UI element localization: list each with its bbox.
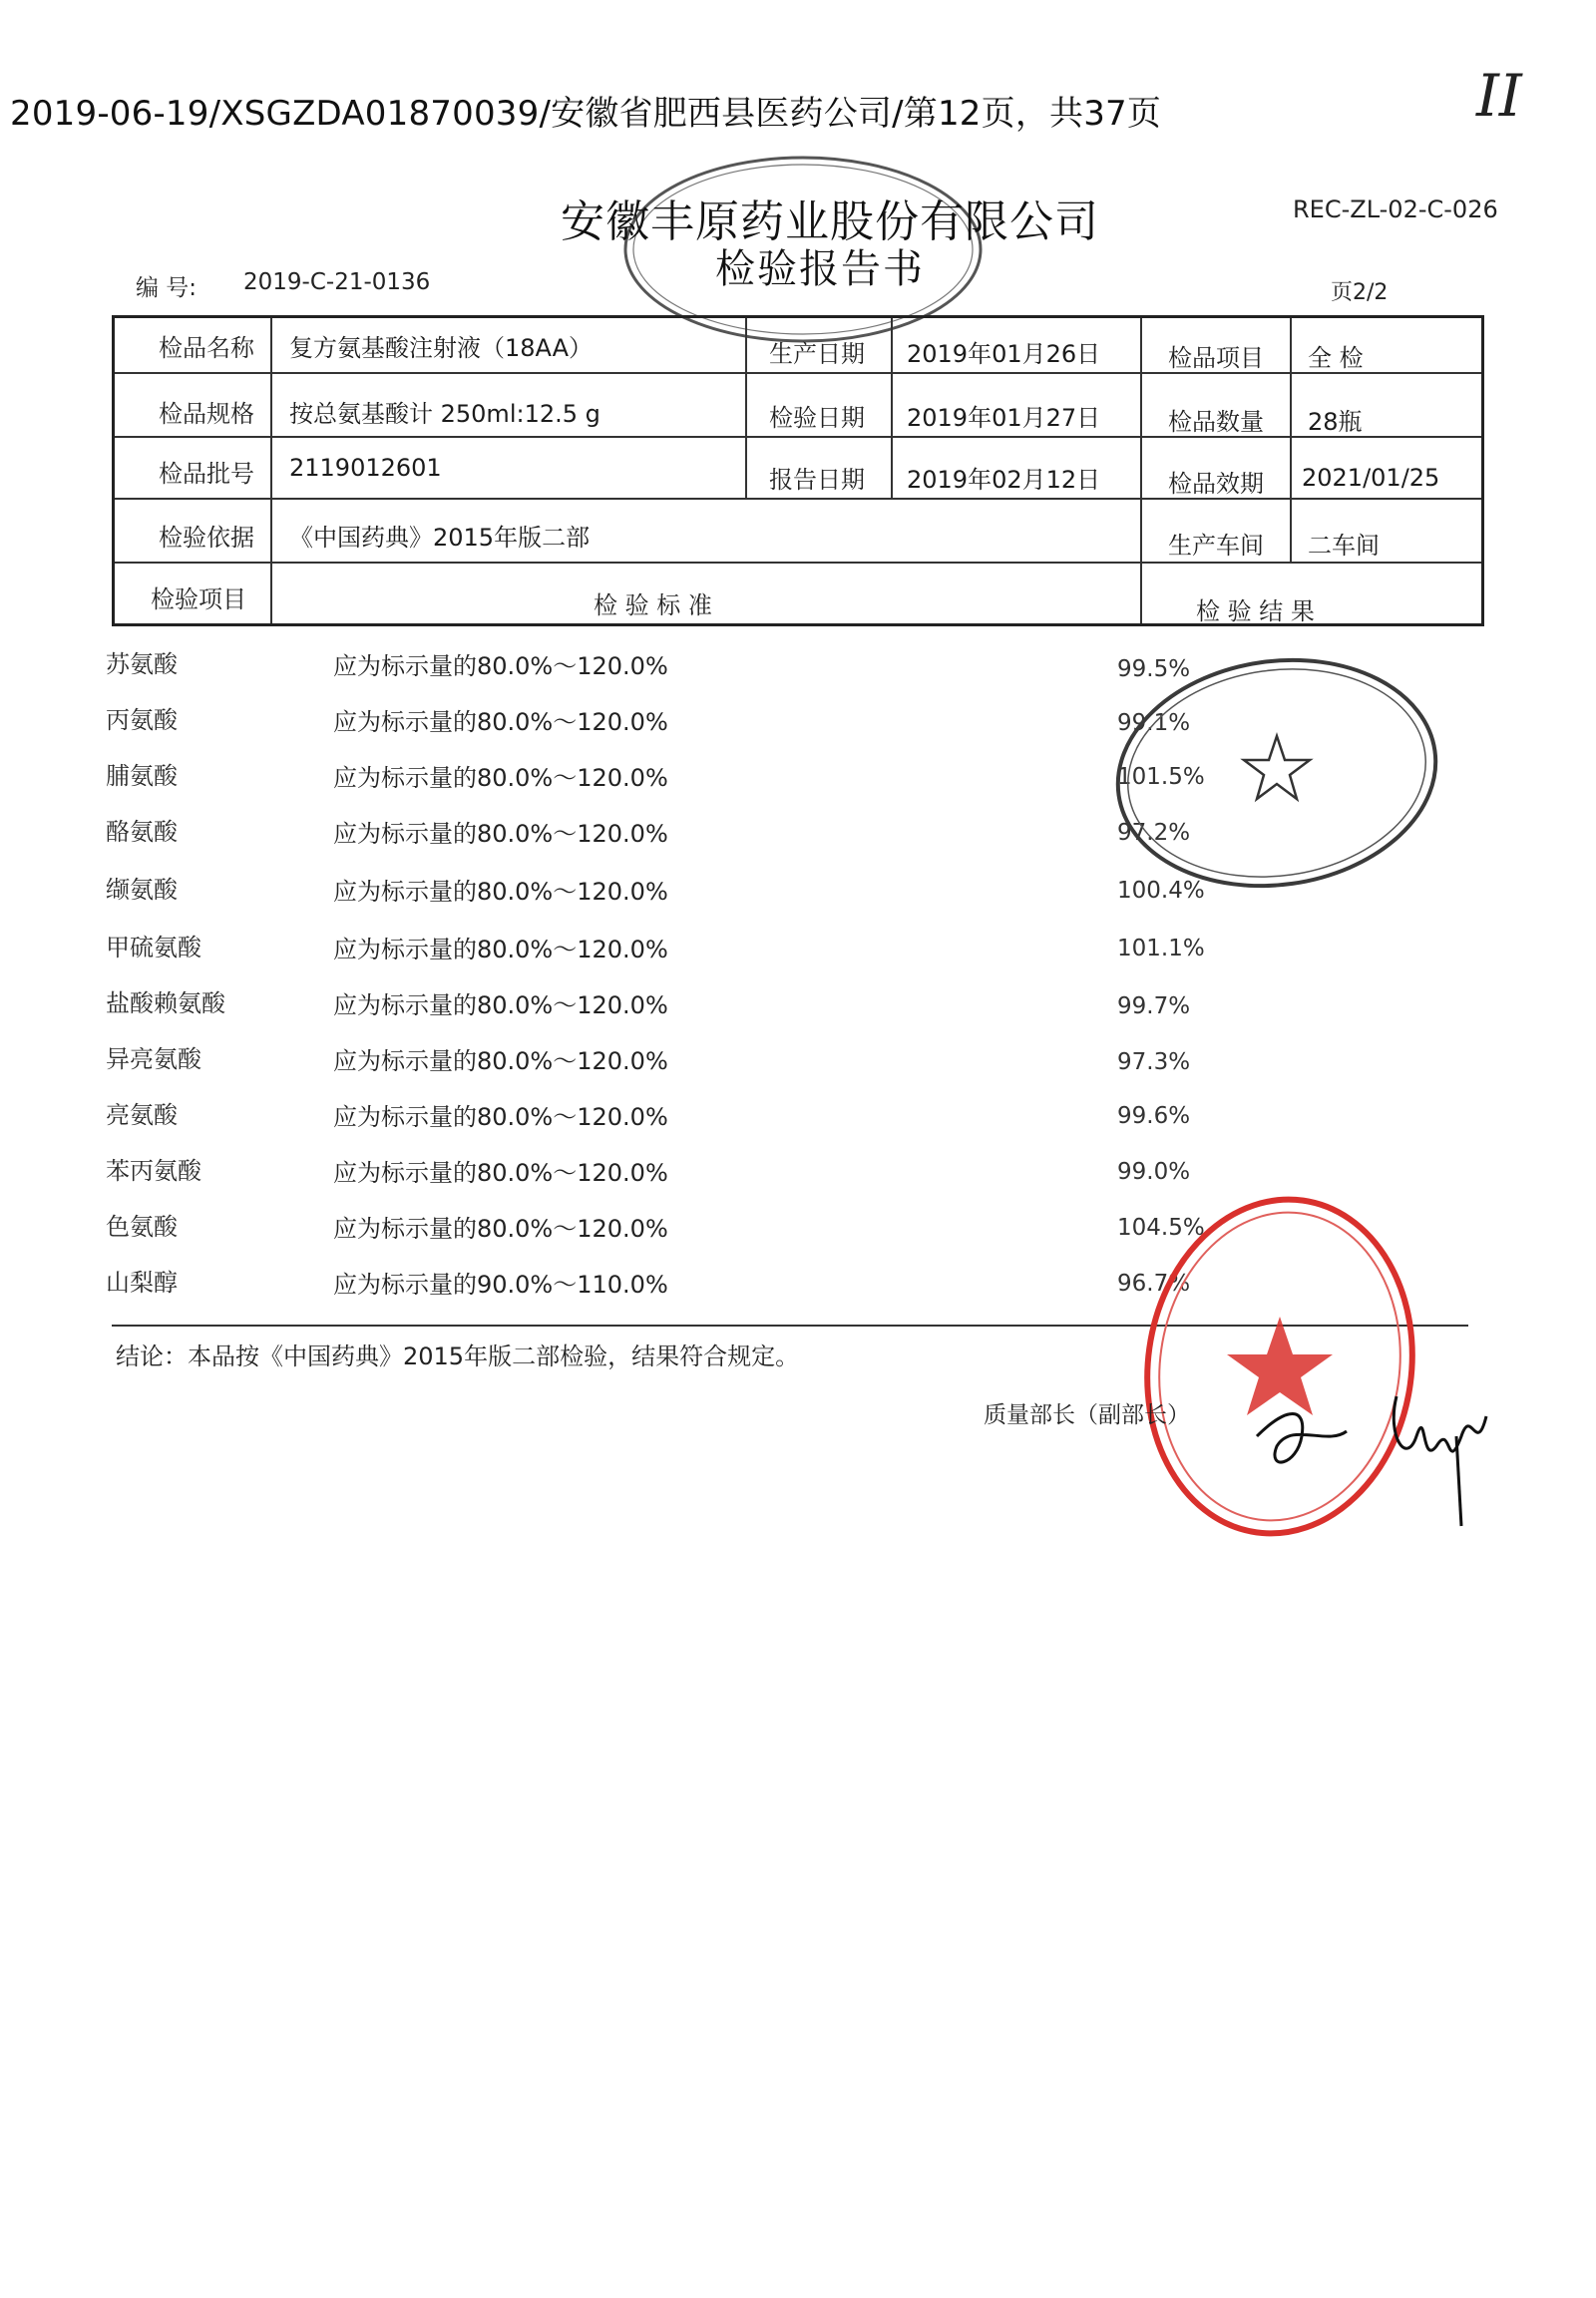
test-standard: 应为标示量的80.0%～120.0% xyxy=(333,878,668,906)
document-code: REC-ZL-02-C-026 xyxy=(1293,195,1498,223)
test-item-name: 缬氨酸 xyxy=(106,876,178,904)
production-date: 2019年01月26日 xyxy=(907,340,1101,368)
test-standard: 应为标示量的80.0%～120.0% xyxy=(333,1159,668,1187)
result-header: 检 验 结 果 xyxy=(1196,597,1315,625)
test-result: 101.5% xyxy=(1117,764,1205,790)
inspection-basis: 《中国药典》2015年版二部 xyxy=(289,524,591,552)
quality-management-stamp-black xyxy=(1107,648,1446,898)
serial-number-label: 编 号: xyxy=(136,275,198,301)
test-item-header: 检验项目 xyxy=(151,585,246,613)
signer-label: 质量部长（副部长） xyxy=(984,1402,1190,1428)
quantity: 28瓶 xyxy=(1308,408,1363,436)
test-result: 99.6% xyxy=(1117,1103,1191,1129)
spec: 按总氨基酸计 250ml:12.5 g xyxy=(289,400,600,428)
company-name: 安徽丰原药业股份有限公司 xyxy=(561,196,1099,247)
test-standard: 应为标示量的80.0%～120.0% xyxy=(333,1103,668,1131)
test-result: 104.5% xyxy=(1117,1215,1205,1241)
test-item-name: 盐酸赖氨酸 xyxy=(106,989,225,1017)
fax-header: 2019-06-19/XSGZDA01870039/安徽省肥西县医药公司/第12页，共37页 xyxy=(10,94,1162,134)
test-standard: 应为标示量的80.0%～120.0% xyxy=(333,991,668,1019)
spec-label: 检品规格 xyxy=(159,400,254,428)
test-item-name: 苏氨酸 xyxy=(106,650,178,678)
test-standard: 应为标示量的80.0%～120.0% xyxy=(333,820,668,848)
test-item-name: 苯丙氨酸 xyxy=(106,1157,201,1185)
inspection-item: 全 检 xyxy=(1308,344,1364,372)
standard-header: 检 验 标 准 xyxy=(594,591,712,619)
workshop-label: 生产车间 xyxy=(1168,532,1264,560)
test-item-name: 异亮氨酸 xyxy=(106,1045,201,1073)
test-standard: 应为标示量的90.0%～110.0% xyxy=(333,1271,668,1299)
test-standard: 应为标示量的80.0%～120.0% xyxy=(333,936,668,963)
test-standard: 应为标示量的80.0%～120.0% xyxy=(333,1047,668,1075)
inspection-info-table xyxy=(112,315,1484,626)
test-result: 99.5% xyxy=(1117,656,1191,682)
test-standard: 应为标示量的80.0%～120.0% xyxy=(333,1215,668,1243)
workshop: 二车间 xyxy=(1308,532,1380,560)
report-title: 检验报告书 xyxy=(715,246,925,292)
test-result: 99.1% xyxy=(1117,710,1191,736)
product-name-label: 检品名称 xyxy=(159,334,254,362)
quantity-label: 检品数量 xyxy=(1168,408,1264,436)
test-result: 101.1% xyxy=(1117,936,1205,961)
test-standard: 应为标示量的80.0%～120.0% xyxy=(333,708,668,736)
inspection-date: 2019年01月27日 xyxy=(907,404,1101,432)
handwritten-signature xyxy=(1247,1376,1506,1536)
test-result: 97.2% xyxy=(1117,820,1191,846)
production-date-label: 生产日期 xyxy=(769,340,865,368)
page-indicator: 页2/2 xyxy=(1331,280,1389,305)
test-item-name: 脯氨酸 xyxy=(106,762,178,790)
test-result: 100.4% xyxy=(1117,878,1205,904)
test-result: 96.7% xyxy=(1117,1271,1191,1297)
test-item-name: 酪氨酸 xyxy=(106,818,178,846)
test-item-name: 色氨酸 xyxy=(106,1213,178,1241)
test-result: 97.3% xyxy=(1117,1049,1191,1075)
test-item-name: 甲硫氨酸 xyxy=(106,934,201,961)
test-standard: 应为标示量的80.0%～120.0% xyxy=(333,764,668,792)
report-date-label: 报告日期 xyxy=(769,466,865,494)
conclusion-text: 结论：本品按《中国药典》2015年版二部检验，结果符合规定。 xyxy=(116,1342,800,1370)
inspection-date-label: 检验日期 xyxy=(769,404,865,432)
expiry-label: 检品效期 xyxy=(1168,470,1264,498)
test-item-name: 丙氨酸 xyxy=(106,706,178,734)
test-standard: 应为标示量的80.0%～120.0% xyxy=(333,652,668,680)
batch-label: 检品批号 xyxy=(159,460,254,488)
expiry-date: 2021/01/25 xyxy=(1302,464,1440,492)
test-item-name: 山梨醇 xyxy=(106,1269,178,1297)
inspection-item-label: 检品项目 xyxy=(1168,344,1264,372)
basis-label: 检验依据 xyxy=(159,524,254,552)
test-result: 99.0% xyxy=(1117,1159,1191,1185)
report-date: 2019年02月12日 xyxy=(907,466,1101,494)
serial-number: 2019-C-21-0136 xyxy=(243,269,431,295)
product-name: 复方氨基酸注射液（18AA） xyxy=(289,334,594,362)
test-result: 99.7% xyxy=(1117,993,1191,1019)
test-item-name: 亮氨酸 xyxy=(106,1101,178,1129)
handwritten-page-mark: II xyxy=(1476,62,1522,130)
batch-number: 2119012601 xyxy=(289,454,442,482)
